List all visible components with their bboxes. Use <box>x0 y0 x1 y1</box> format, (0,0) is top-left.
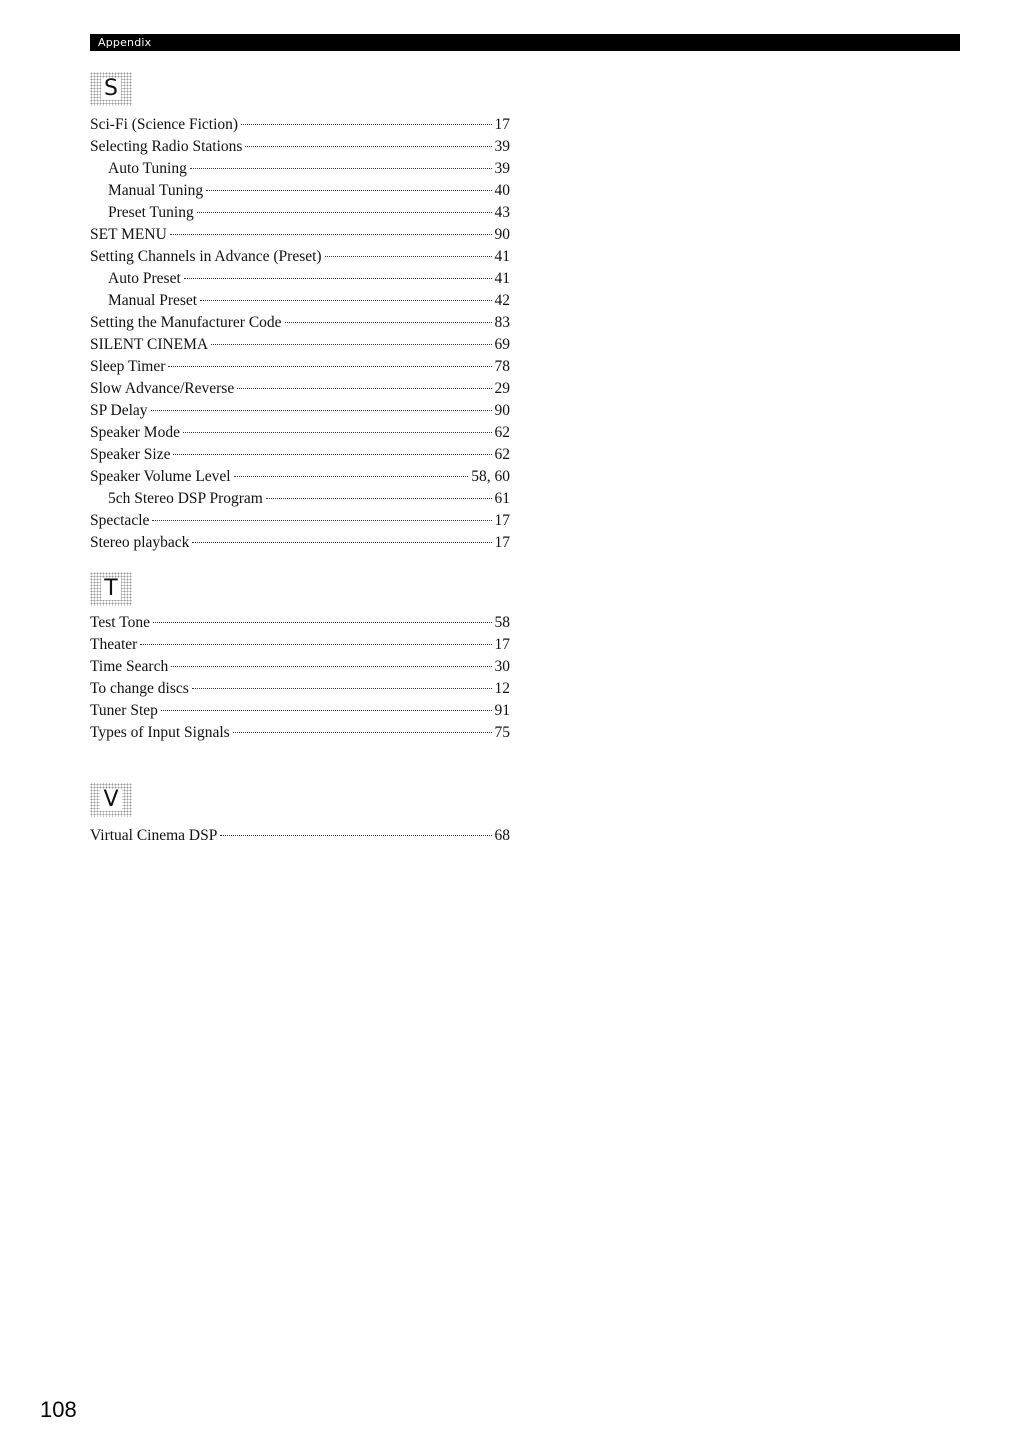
dot-leader <box>200 300 491 301</box>
section-header-bar <box>90 34 960 51</box>
letter-heading-text: V <box>100 789 121 811</box>
index-entry <box>90 444 510 466</box>
entry-label: 5ch Stereo DSP Program <box>108 490 263 507</box>
index-subentry <box>90 290 510 312</box>
entry-page-ref: 91 <box>494 702 510 719</box>
entry-label: Theater <box>90 636 138 653</box>
letter-heading-s <box>90 72 132 106</box>
entry-label: Stereo playback <box>90 534 190 551</box>
entry-label: Setting the Manufacturer Code <box>90 314 282 331</box>
dot-leader <box>153 622 492 623</box>
entry-label: Sleep Timer <box>90 358 166 375</box>
dot-leader <box>140 644 491 645</box>
index-list-s <box>90 114 510 554</box>
dot-leader <box>285 322 492 323</box>
entry-label: Auto Tuning <box>108 160 187 177</box>
dot-leader <box>161 710 492 711</box>
entry-label: SILENT CINEMA <box>90 336 209 353</box>
entry-page-ref: 17 <box>494 636 510 653</box>
entry-page-ref: 39 <box>494 138 510 155</box>
dot-leader <box>206 190 491 191</box>
entry-label: Preset Tuning <box>108 204 194 221</box>
letter-heading-text: T <box>101 578 120 600</box>
dot-leader <box>241 124 491 125</box>
dot-leader <box>192 542 491 543</box>
letter-heading-text: S <box>101 78 121 100</box>
index-entry <box>90 422 510 444</box>
dot-leader <box>190 168 492 169</box>
entry-page-ref: 41 <box>494 270 510 287</box>
dot-leader <box>173 454 491 455</box>
dot-leader <box>151 410 492 411</box>
index-entry <box>90 136 510 158</box>
index-entry <box>90 722 510 744</box>
entry-page-ref: 58, 60 <box>471 468 510 485</box>
entry-label: Manual Tuning <box>108 182 204 199</box>
entry-page-ref: 78 <box>494 358 510 375</box>
index-subentry <box>90 180 510 202</box>
index-entry <box>90 656 510 678</box>
index-entry <box>90 510 510 532</box>
dot-leader <box>184 278 492 279</box>
index-entry <box>90 825 510 847</box>
letter-heading-v <box>90 783 132 817</box>
entry-label: Time Search <box>90 658 169 675</box>
entry-page-ref: 62 <box>494 424 510 441</box>
index-list-v <box>90 825 510 847</box>
entry-page-ref: 61 <box>494 490 510 507</box>
index-entry <box>90 400 510 422</box>
entry-label: Sci-Fi (Science Fiction) <box>90 116 239 133</box>
dot-leader <box>237 388 491 389</box>
dot-leader <box>211 344 491 345</box>
dot-leader <box>183 432 492 433</box>
entry-label: SP Delay <box>90 402 148 419</box>
dot-leader <box>192 688 492 689</box>
entry-page-ref: 90 <box>494 226 510 243</box>
entry-page-ref: 90 <box>494 402 510 419</box>
index-entry <box>90 466 510 488</box>
entry-page-ref: 30 <box>494 658 510 675</box>
index-entry <box>90 356 510 378</box>
index-entry <box>90 312 510 334</box>
index-subentry <box>90 488 510 510</box>
index-entry <box>90 678 510 700</box>
entry-label: Virtual Cinema DSP <box>90 827 218 844</box>
entry-label: Manual Preset <box>108 292 198 309</box>
entry-label: Tuner Step <box>90 702 158 719</box>
entry-page-ref: 40 <box>494 182 510 199</box>
entry-label: Spectacle <box>90 512 150 529</box>
letter-heading-t <box>90 572 132 606</box>
dot-leader <box>266 498 492 499</box>
entry-page-ref: 39 <box>494 160 510 177</box>
dot-leader <box>220 835 491 836</box>
entry-label: Speaker Volume Level <box>90 468 231 485</box>
entry-page-ref: 58 <box>494 614 510 631</box>
entry-label: Selecting Radio Stations <box>90 138 243 155</box>
index-subentry <box>90 268 510 290</box>
entry-page-ref: 41 <box>494 248 510 265</box>
entry-label: SET MENU <box>90 226 167 243</box>
entry-label: Test Tone <box>90 614 150 631</box>
index-entry <box>90 532 510 554</box>
entry-label: To change discs <box>90 680 189 697</box>
index-entry <box>90 634 510 656</box>
entry-page-ref: 29 <box>494 380 510 397</box>
entry-label: Speaker Size <box>90 446 171 463</box>
index-subentry <box>90 158 510 180</box>
entry-page-ref: 75 <box>494 724 510 741</box>
dot-leader <box>233 732 492 733</box>
entry-page-ref: 42 <box>494 292 510 309</box>
index-list-t <box>90 612 510 744</box>
index-subentry <box>90 202 510 224</box>
entry-label: Types of Input Signals <box>90 724 230 741</box>
index-entry <box>90 114 510 136</box>
entry-page-ref: 68 <box>494 827 510 844</box>
dot-leader <box>197 212 492 213</box>
dot-leader <box>170 234 492 235</box>
dot-leader <box>171 666 491 667</box>
entry-page-ref: 17 <box>494 512 510 529</box>
entry-page-ref: 17 <box>494 116 510 133</box>
entry-page-ref: 17 <box>494 534 510 551</box>
entry-label: Speaker Mode <box>90 424 180 441</box>
section-header-label: Appendix <box>98 36 152 49</box>
page-number: 108 <box>40 1397 77 1422</box>
index-entry <box>90 612 510 634</box>
entry-page-ref: 62 <box>494 446 510 463</box>
dot-leader <box>168 366 491 367</box>
entry-page-ref: 12 <box>494 680 510 697</box>
dot-leader <box>325 256 492 257</box>
index-entry <box>90 334 510 356</box>
dot-leader <box>152 520 491 521</box>
dot-leader <box>234 476 469 477</box>
dot-leader <box>245 146 491 147</box>
index-entry <box>90 246 510 268</box>
index-entry <box>90 224 510 246</box>
entry-page-ref: 69 <box>494 336 510 353</box>
index-entry <box>90 700 510 722</box>
entry-page-ref: 43 <box>494 204 510 221</box>
entry-label: Slow Advance/Reverse <box>90 380 235 397</box>
index-entry <box>90 378 510 400</box>
entry-label: Setting Channels in Advance (Preset) <box>90 248 322 265</box>
entry-page-ref: 83 <box>494 314 510 331</box>
entry-label: Auto Preset <box>108 270 181 287</box>
